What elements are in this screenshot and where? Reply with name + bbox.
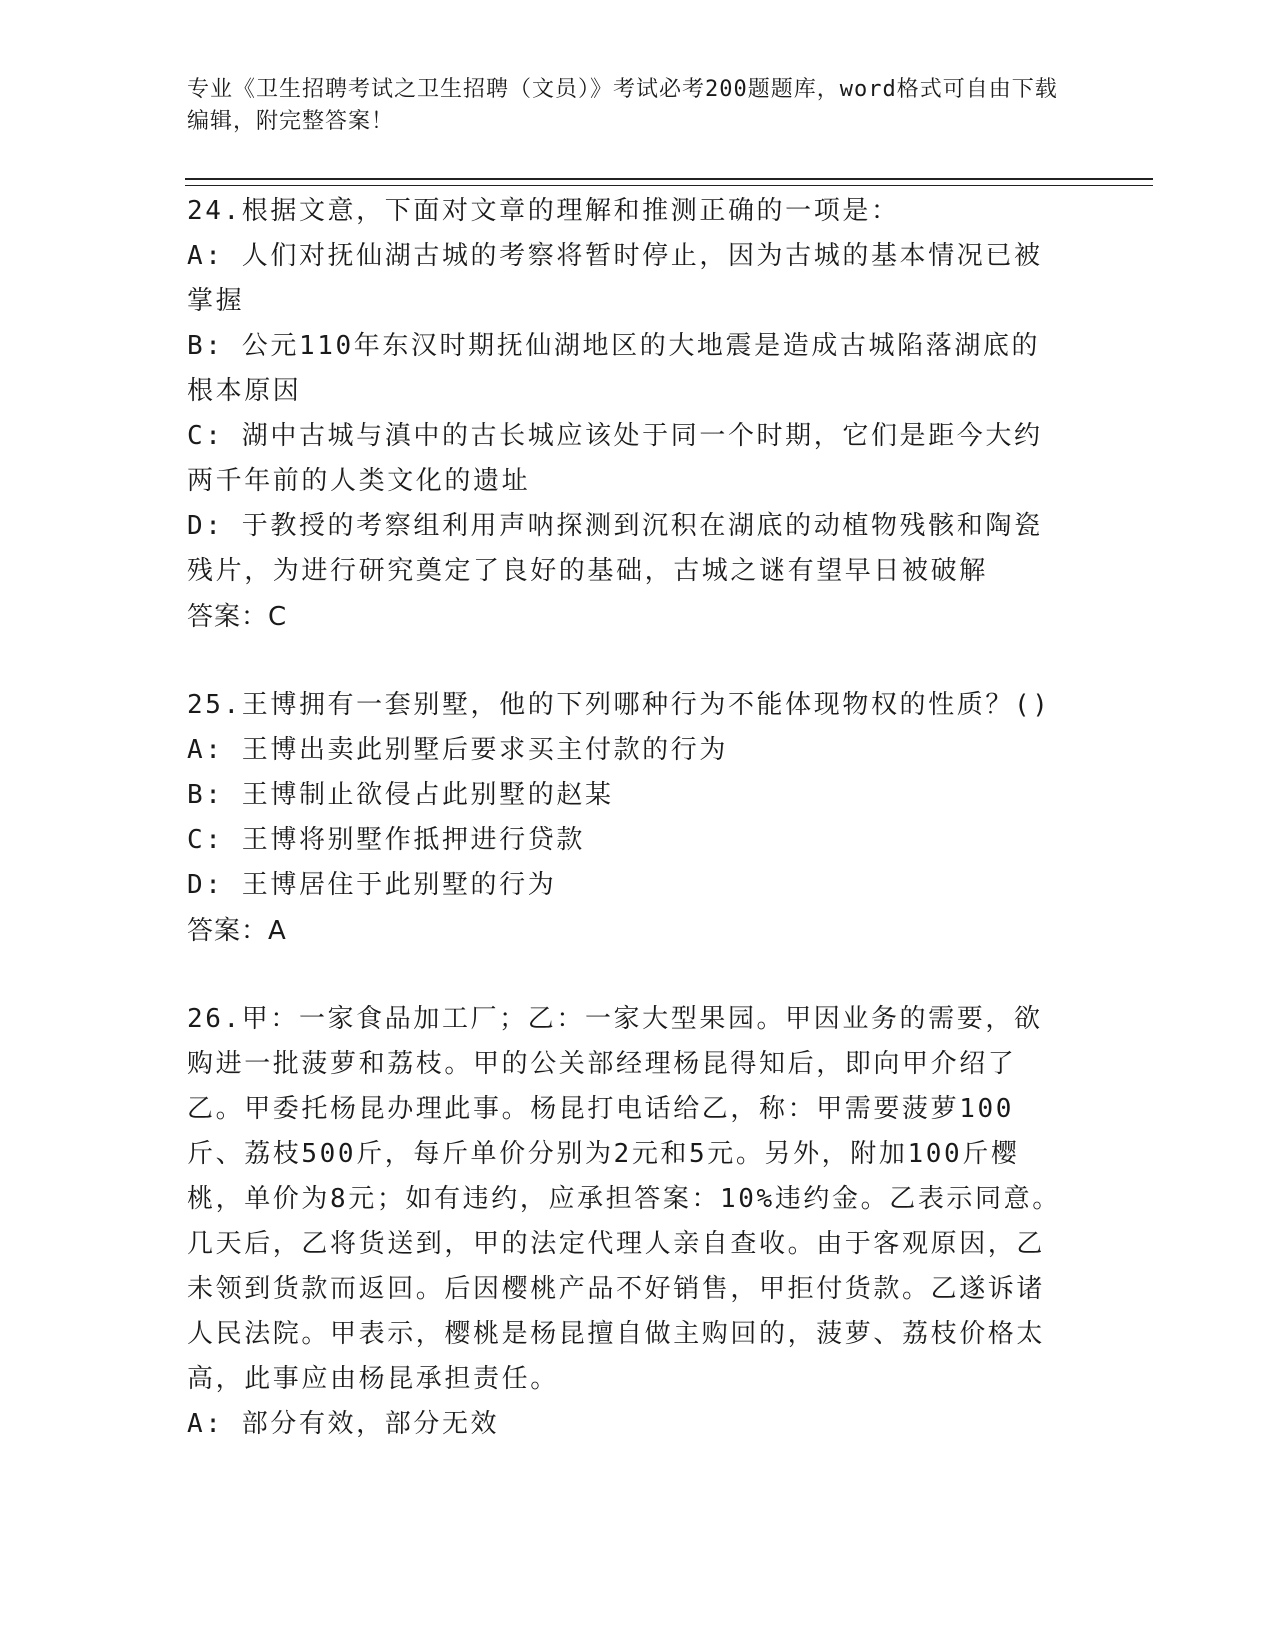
- answer-label: 答案：A: [187, 916, 287, 946]
- question-24: [187, 189, 1067, 641]
- option-a: A: 王博出卖此别墅后要求买主付款的行为: [187, 735, 728, 765]
- question-25: [187, 683, 1067, 955]
- question-spacer: [187, 641, 1067, 683]
- option-c: C: 王博将别墅作抵押进行贷款: [187, 825, 585, 855]
- header-divider-thin: [185, 185, 1153, 186]
- question-26: [187, 997, 1067, 1447]
- option-d: D: 王博居住于此别墅的行为: [187, 870, 557, 900]
- option-d: D: 于教授的考察组利用声呐探测到沉积在湖底的动植物残骸和陶瓷残片，为进行研究奠定了良好的基础，古城之谜有望早日被破解: [187, 511, 1043, 586]
- option-a: A: 部分有效，部分无效: [187, 1409, 500, 1439]
- option-b: B: 王博制止欲侵占此别墅的赵某: [187, 780, 614, 810]
- option-a: A: 人们对抚仙湖古城的考察将暂时停止，因为古城的基本情况已被掌握: [187, 241, 1043, 316]
- header-divider-thick: [185, 178, 1153, 180]
- option-c: C: 湖中古城与滇中的古长城应该处于同一个时期，它们是距今大约两千年前的人类文化的遗址: [187, 421, 1043, 496]
- question-stem: 24.根据文意，下面对文章的理解和推测正确的一项是：: [187, 196, 900, 226]
- answer-label: 答案：C: [187, 602, 288, 632]
- question-stem: 26.甲：一家食品加工厂；乙：一家大型果园。甲因业务的需要，欲购进一批菠萝和荔枝。甲的公关部经理杨昆得知后，即向甲介绍了乙。甲委托杨昆办理此事。杨昆打电话给乙，称：甲需要菠萝100斤、荔枝500斤，每斤单价分别为2元和5元。另外，附加100斤樱桃，单价为8元；如有违约，应承担答案：10%违约金。乙表示同意。几天后，乙将货送到，甲的法定代理人亲自查收。由于客观原因，乙未领到货款而返回。后因樱桃产品不好销售，甲拒付货款。乙遂诉诸人民法院。甲表示，樱桃是杨昆擅自做主购回的，菠萝、荔枝价格太高，此事应由杨昆承担责任。: [187, 1004, 1061, 1394]
- question-stem: 25.王博拥有一套别墅，他的下列哪种行为不能体现物权的性质？(): [187, 690, 1051, 720]
- question-spacer: [187, 955, 1067, 997]
- questions-list: [187, 189, 1067, 1447]
- page-header: 专业《卫生招聘考试之卫生招聘（文员）》考试必考200题题库，word格式可自由下载编辑，附完整答案！: [187, 77, 1058, 134]
- option-b: B: 公元110年东汉时期抚仙湖地区的大地震是造成古城陷落湖底的根本原因: [187, 331, 1041, 406]
